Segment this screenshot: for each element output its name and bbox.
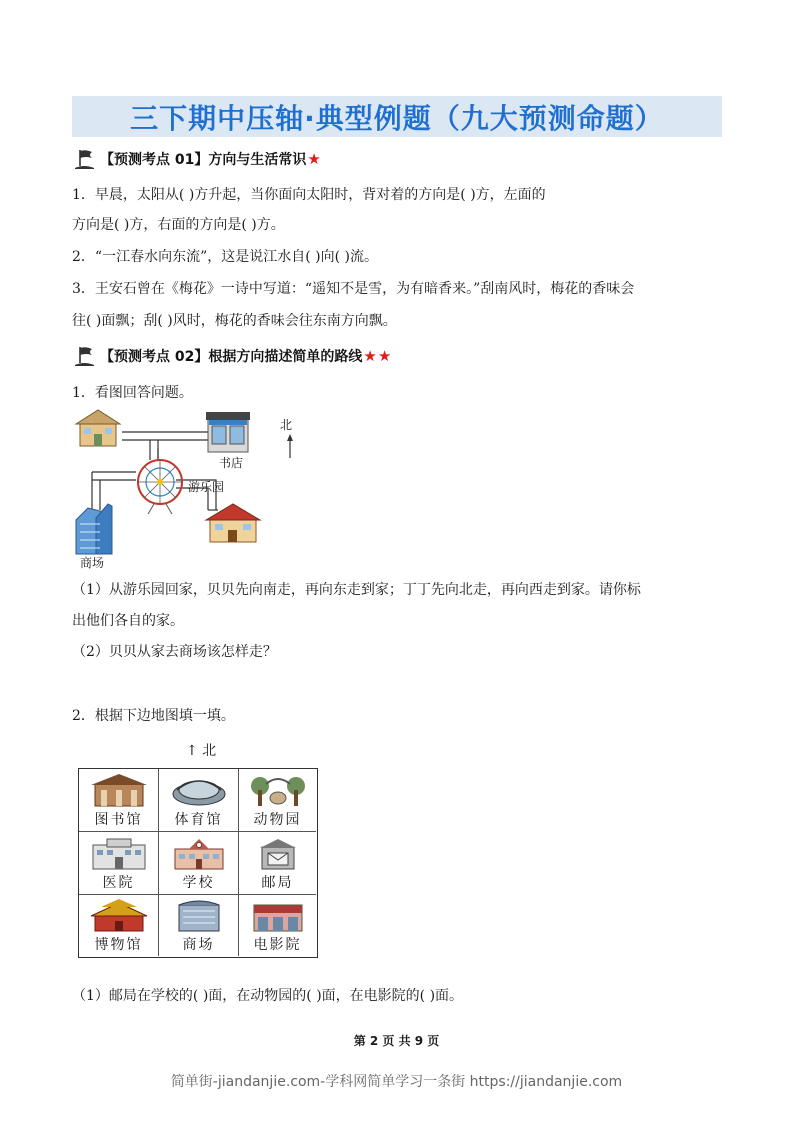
section-heading-02	[72, 345, 391, 367]
bookstore-label: 书店	[219, 456, 244, 470]
cell-label: 医院	[102, 875, 135, 891]
cell-label: 电影院	[253, 937, 302, 953]
stadium-icon	[167, 772, 231, 808]
flag-icon	[72, 148, 98, 170]
hospital-icon	[87, 835, 151, 871]
section-heading-text: 【预测考点 01】方向与生活常识	[100, 152, 307, 168]
map-cell-library	[79, 769, 159, 832]
question-2-sub-1: （1）邮局在学校的( )面，在动物园的( )面，在电影院的( )面。	[72, 988, 464, 1004]
cell-label: 图书馆	[94, 812, 143, 828]
map-cell-mall	[159, 895, 239, 956]
question-1-sub-1-line-1: （1）从游乐园回家，贝贝先向南走，再向东走到家；丁丁先向北走，再向西走到家。请你标	[72, 582, 641, 598]
question-1-sub-1-line-2: 出他们各自的家。	[72, 613, 184, 629]
question-3-line-1: 3．王安石曾在《梅花》一诗中写道：“遥知不是雪，为有暗香来。”刮南风时，梅花的香味会	[72, 281, 635, 297]
mall-icon	[167, 897, 231, 933]
star-icon: ★	[307, 150, 321, 168]
mall-label: 商场	[80, 556, 105, 570]
map-cell-museum	[79, 895, 159, 956]
cell-label: 邮局	[261, 875, 294, 891]
amusement-park-label: 游乐园	[188, 480, 225, 494]
map-cell-zoo	[239, 769, 316, 832]
ferris-wheel-icon	[138, 460, 182, 514]
library-icon	[87, 772, 151, 808]
footer-watermark: 简单街-jiandanjie.com-学科网简单学习一条街 https://jiandanjie.com	[170, 1074, 623, 1090]
question-1-intro: 1．看图回答问题。	[72, 385, 193, 401]
north-label: 北	[280, 418, 293, 432]
cell-label: 体育馆	[174, 812, 223, 828]
page-number: 第 2 页 共 9 页	[353, 1034, 440, 1048]
title-banner	[72, 96, 722, 137]
map-cell-cinema	[239, 895, 316, 956]
map-cell-school	[159, 832, 239, 895]
school-icon	[167, 835, 231, 871]
house-icon	[76, 410, 120, 446]
map-cell-stadium	[159, 769, 239, 832]
section-heading-text: 【预测考点 02】根据方向描述简单的路线	[100, 349, 363, 365]
mall-building-icon	[76, 504, 112, 554]
cinema-icon	[246, 897, 310, 933]
zoo-icon	[246, 772, 310, 808]
route-map	[74, 408, 314, 573]
question-1-sub-2: （2）贝贝从家去商场该怎样走？	[72, 644, 277, 660]
north-indicator: ↑ 北	[186, 743, 217, 759]
star-icon: ★	[363, 347, 377, 365]
map-cell-hospital	[79, 832, 159, 895]
post-office-icon	[246, 835, 310, 871]
city-map-grid	[78, 768, 318, 958]
cell-label: 学校	[182, 875, 215, 891]
cell-label: 商场	[182, 937, 215, 953]
section-heading-01	[72, 148, 321, 170]
question-2: 2．“一江春水向东流”，这是说江水自( )向( )流。	[72, 249, 378, 265]
map-cell-post-office	[239, 832, 316, 895]
cell-label: 博物馆	[94, 937, 143, 953]
question-1-line-2: 方向是( )方，右面的方向是( )方。	[72, 217, 285, 233]
museum-icon	[87, 897, 151, 933]
flag-icon	[72, 345, 98, 367]
star-icon: ★	[377, 347, 392, 365]
page-title: 三下期中压轴·典型例题（九大预测命题）	[130, 101, 664, 135]
question-1-line-1: 1．早晨，太阳从( )方升起，当你面向太阳时，背对着的方向是( )方，左面的	[72, 187, 546, 203]
cell-label: 动物园	[253, 812, 302, 828]
question-3-line-2: 往( )面飘；刮( )风时，梅花的香味会往东南方向飘。	[72, 313, 397, 329]
bookstore-icon	[206, 412, 250, 452]
question-2-intro: 2．根据下边地图填一填。	[72, 708, 235, 724]
